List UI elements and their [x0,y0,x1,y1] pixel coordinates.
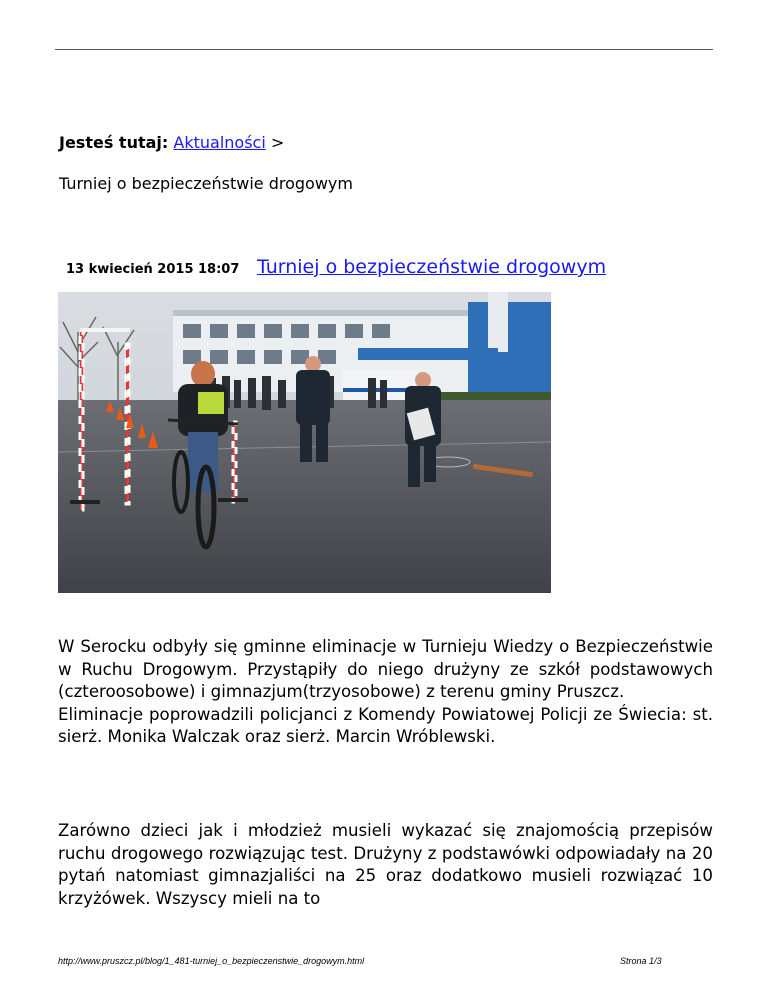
article-paragraph-line-1: W Serocku odbyły się gminne eliminacje w Turnieju Wiedzy o Bezpieczeństwie w Ruchu Drogowym. Przystąpiły do niego drużyny ze szkół podstawowych (czteroosobowe) i gimnazjum(trzyosobowe) z terenu gminy Pruszcz. [58,637,713,701]
footer-url: http://www.pruszcz.pl/blog/1_481-turniej_o_bezpieczenstwie_drogowym.html [58,956,365,966]
article-paragraph-line-2: Eliminacje poprowadzili policjanci z Komendy Powiatowej Policji ze Świecia: st. sierż. Monika Walczak oraz sierż. Marcin Wróblewski. [58,704,713,746]
header-rule [55,49,713,50]
article-paragraph-2: Zarówno dzieci jak i młodzież musieli wykazać się znajomością przepisów ruchu drogowego rozwiązując test. Drużyny z podstawówki odpowiadały na 20 pytań natomiast gimnazjaliści na 25 oraz dodatkowo musieli rozwiązać 10 krzyżówek. Wszyscy mieli na to [58,821,713,908]
breadcrumb [59,133,284,152]
article-date: 13 kwiecień 2015 18:07 [66,262,240,277]
breadcrumb-current: Turniej o bezpieczeństwie drogowym [59,174,353,193]
breadcrumb-separator: > [270,133,285,152]
article-title-link[interactable]: Turniej o bezpieczeństwie drogowym [257,256,607,278]
article-paragraph [58,636,713,749]
article-photo [58,292,551,593]
breadcrumb-label: Jesteś tutaj: [59,133,169,152]
breadcrumb-link-aktualnosci[interactable]: Aktualności [173,133,266,152]
footer-page-number: Strona 1/3 [620,956,662,966]
